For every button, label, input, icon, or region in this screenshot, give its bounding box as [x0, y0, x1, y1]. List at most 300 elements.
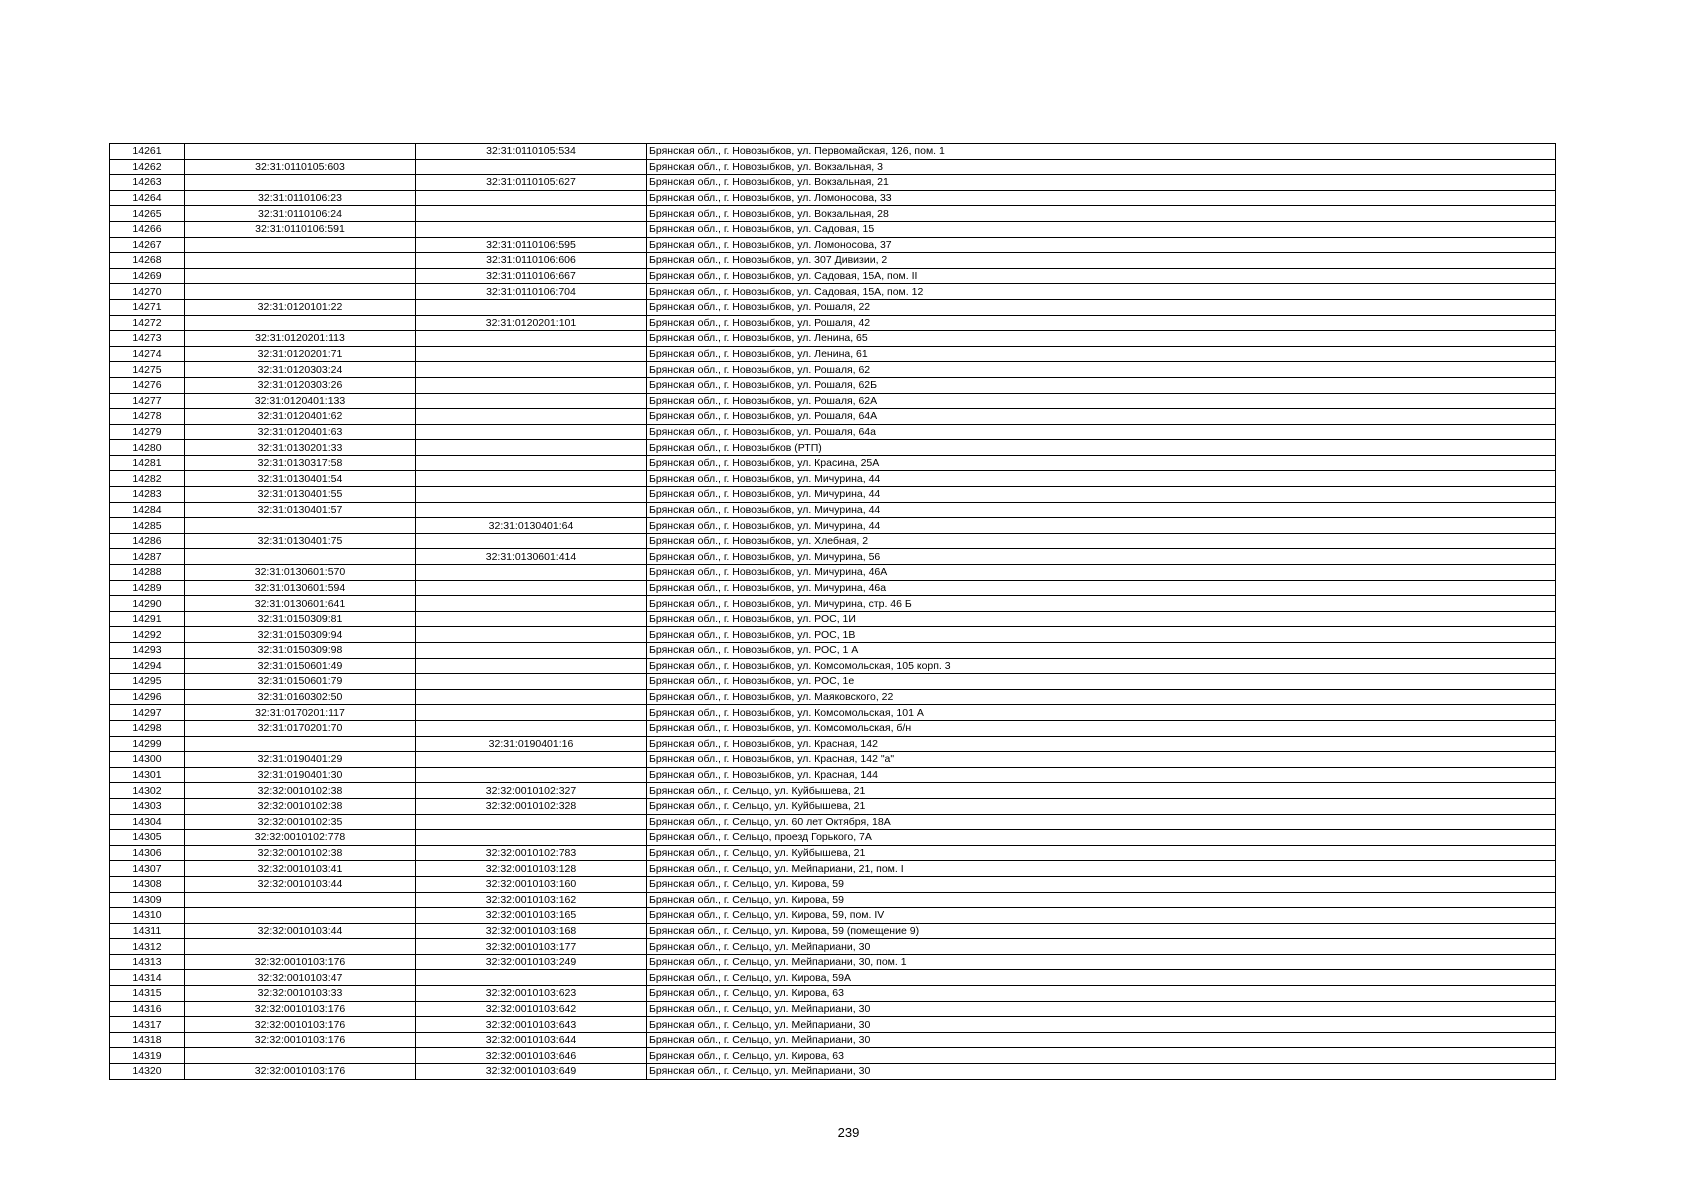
row-number: 14291: [110, 611, 185, 627]
row-number: 14263: [110, 175, 185, 191]
cadastral-number-land: 32:31:0150601:79: [185, 674, 416, 690]
address: Брянская обл., г. Новозыбков, ул. Рошаля, 64а: [647, 424, 1556, 440]
cadastral-number-land: 32:31:0130401:75: [185, 533, 416, 549]
row-number: 14301: [110, 767, 185, 783]
table-row: [110, 284, 1556, 300]
address: Брянская обл., г. Новозыбков (РТП): [647, 440, 1556, 456]
cadastral-number-land: [185, 175, 416, 191]
address: Брянская обл., г. Сельцо, ул. Кирова, 59 (помещение 9): [647, 923, 1556, 939]
cadastral-number-land: 32:31:0170201:70: [185, 720, 416, 736]
address: Брянская обл., г. Новозыбков, ул. Мичурина, 44: [647, 487, 1556, 503]
address: Брянская обл., г. Новозыбков, ул. Мичурина, 44: [647, 471, 1556, 487]
row-number: 14316: [110, 1001, 185, 1017]
address: Брянская обл., г. Сельцо, ул. Кирова, 59: [647, 876, 1556, 892]
cadastral-number-land: [185, 736, 416, 752]
cadastral-number-building: 32:32:0010103:646: [416, 1048, 647, 1064]
table-row: [110, 299, 1556, 315]
row-number: 14309: [110, 892, 185, 908]
table-row: [110, 144, 1556, 160]
cadastral-number-building: 32:31:0130601:414: [416, 549, 647, 565]
address: Брянская обл., г. Новозыбков, ул. Рошаля, 22: [647, 299, 1556, 315]
cadastral-number-building: 32:32:0010103:168: [416, 923, 647, 939]
cadastral-number-land: 32:31:0120401:63: [185, 424, 416, 440]
table-row: [110, 689, 1556, 705]
table-row: [110, 253, 1556, 269]
address: Брянская обл., г. Сельцо, ул. 60 лет Октября, 18А: [647, 814, 1556, 830]
table-row: [110, 315, 1556, 331]
cadastral-number-building: 32:32:0010103:128: [416, 861, 647, 877]
table-row: [110, 502, 1556, 518]
cadastral-number-land: 32:31:0110106:23: [185, 190, 416, 206]
row-number: 14294: [110, 658, 185, 674]
address: Брянская обл., г. Новозыбков, ул. Мичурина, 44: [647, 502, 1556, 518]
table-row: [110, 923, 1556, 939]
table-row: [110, 362, 1556, 378]
address: Брянская обл., г. Новозыбков, ул. Рошаля, 62Б: [647, 377, 1556, 393]
address: Брянская обл., г. Сельцо, ул. Мейпариани, 30: [647, 1064, 1556, 1080]
cadastral-number-building: [416, 409, 647, 425]
row-number: 14261: [110, 144, 185, 160]
address: Брянская обл., г. Новозыбков, ул. Мичурина, 44: [647, 518, 1556, 534]
address: Брянская обл., г. Новозыбков, ул. Садовая, 15А, пом. II: [647, 268, 1556, 284]
row-number: 14311: [110, 923, 185, 939]
row-number: 14270: [110, 284, 185, 300]
cadastral-number-land: 32:32:0010102:35: [185, 814, 416, 830]
cadastral-number-building: [416, 658, 647, 674]
address: Брянская обл., г. Сельцо, ул. Мейпариани, 30: [647, 1032, 1556, 1048]
table-row: [110, 814, 1556, 830]
row-number: 14306: [110, 845, 185, 861]
cadastral-number-building: [416, 346, 647, 362]
cadastral-number-land: 32:31:0130317:58: [185, 455, 416, 471]
address: Брянская обл., г. Новозыбков, ул. Садовая, 15: [647, 221, 1556, 237]
address: Брянская обл., г. Сельцо, проезд Горького, 7А: [647, 830, 1556, 846]
row-number: 14281: [110, 455, 185, 471]
cadastral-number-building: 32:32:0010102:328: [416, 798, 647, 814]
cadastral-number-building: [416, 424, 647, 440]
cadastral-number-building: [416, 689, 647, 705]
row-number: 14305: [110, 830, 185, 846]
cadastral-number-land: [185, 315, 416, 331]
cadastral-number-building: [416, 487, 647, 503]
cadastral-number-building: 32:31:0110106:595: [416, 237, 647, 253]
address: Брянская обл., г. Новозыбков, ул. Ленина, 65: [647, 331, 1556, 347]
cadastral-number-building: 32:31:0190401:16: [416, 736, 647, 752]
page-number: 239: [837, 1125, 860, 1140]
address: Брянская обл., г. Новозыбков, ул. Ленина, 61: [647, 346, 1556, 362]
address: Брянская обл., г. Новозыбков, ул. Комсомольская, 101 А: [647, 705, 1556, 721]
cadastral-number-land: [185, 549, 416, 565]
cadastral-number-land: 32:32:0010103:176: [185, 954, 416, 970]
table-row: [110, 970, 1556, 986]
cadastral-number-land: 32:32:0010103:47: [185, 970, 416, 986]
registry-table-body: [110, 144, 1556, 1080]
row-number: 14265: [110, 206, 185, 222]
table-row: [110, 206, 1556, 222]
cadastral-number-land: 32:31:0150601:49: [185, 658, 416, 674]
address: Брянская обл., г. Сельцо, ул. Куйбышева, 21: [647, 798, 1556, 814]
table-row: [110, 908, 1556, 924]
cadastral-number-building: [416, 362, 647, 378]
row-number: 14302: [110, 783, 185, 799]
cadastral-number-building: 32:32:0010103:649: [416, 1064, 647, 1080]
cadastral-number-land: 32:32:0010103:41: [185, 861, 416, 877]
address: Брянская обл., г. Новозыбков, ул. Мичурина, 56: [647, 549, 1556, 565]
table-row: [110, 440, 1556, 456]
table-row: [110, 596, 1556, 612]
cadastral-number-building: [416, 440, 647, 456]
cadastral-number-building: 32:32:0010102:327: [416, 783, 647, 799]
row-number: 14292: [110, 627, 185, 643]
cadastral-number-land: 32:32:0010103:176: [185, 1032, 416, 1048]
row-number: 14276: [110, 377, 185, 393]
cadastral-number-building: [416, 767, 647, 783]
table-row: [110, 736, 1556, 752]
address: Брянская обл., г. Сельцо, ул. Кирова, 59: [647, 892, 1556, 908]
table-row: [110, 221, 1556, 237]
cadastral-number-land: 32:31:0120201:71: [185, 346, 416, 362]
address: Брянская обл., г. Новозыбков, ул. Красина, 25А: [647, 455, 1556, 471]
cadastral-number-land: 32:32:0010103:176: [185, 1001, 416, 1017]
cadastral-number-land: 32:32:0010102:38: [185, 783, 416, 799]
table-row: [110, 377, 1556, 393]
cadastral-number-building: 32:31:0130401:64: [416, 518, 647, 534]
cadastral-number-land: [185, 144, 416, 160]
cadastral-number-building: 32:31:0110106:704: [416, 284, 647, 300]
row-number: 14283: [110, 487, 185, 503]
table-row: [110, 861, 1556, 877]
address: Брянская обл., г. Новозыбков, ул. Вокзальная, 28: [647, 206, 1556, 222]
cadastral-number-building: [416, 611, 647, 627]
cadastral-number-building: 32:32:0010103:643: [416, 1017, 647, 1033]
row-number: 14287: [110, 549, 185, 565]
table-row: [110, 798, 1556, 814]
cadastral-number-land: [185, 268, 416, 284]
cadastral-number-land: 32:32:0010102:778: [185, 830, 416, 846]
address: Брянская обл., г. Новозыбков, ул. Рошаля, 64А: [647, 409, 1556, 425]
cadastral-number-building: [416, 565, 647, 581]
table-row: [110, 845, 1556, 861]
row-number: 14317: [110, 1017, 185, 1033]
cadastral-number-building: [416, 190, 647, 206]
table-row: [110, 627, 1556, 643]
table-row: [110, 674, 1556, 690]
row-number: 14318: [110, 1032, 185, 1048]
row-number: 14267: [110, 237, 185, 253]
cadastral-number-building: [416, 221, 647, 237]
cadastral-number-land: 32:32:0010103:44: [185, 876, 416, 892]
cadastral-number-building: 32:31:0110105:534: [416, 144, 647, 160]
address: Брянская обл., г. Сельцо, ул. Куйбышева, 21: [647, 845, 1556, 861]
cadastral-number-land: 32:32:0010102:38: [185, 798, 416, 814]
cadastral-number-building: 32:32:0010103:165: [416, 908, 647, 924]
cadastral-number-building: 32:31:0110106:606: [416, 253, 647, 269]
cadastral-number-land: 32:31:0130401:57: [185, 502, 416, 518]
table-row: [110, 705, 1556, 721]
row-number: 14296: [110, 689, 185, 705]
table-row: [110, 1017, 1556, 1033]
cadastral-number-building: [416, 533, 647, 549]
row-number: 14320: [110, 1064, 185, 1080]
address: Брянская обл., г. Новозыбков, ул. Мичурина, стр. 46 Б: [647, 596, 1556, 612]
table-row: [110, 518, 1556, 534]
cadastral-number-building: 32:31:0110105:627: [416, 175, 647, 191]
address: Брянская обл., г. Новозыбков, ул. Вокзальная, 3: [647, 159, 1556, 175]
table-row: [110, 1032, 1556, 1048]
row-number: 14307: [110, 861, 185, 877]
row-number: 14300: [110, 752, 185, 768]
cadastral-number-building: [416, 705, 647, 721]
cadastral-number-building: 32:32:0010103:162: [416, 892, 647, 908]
cadastral-number-land: [185, 237, 416, 253]
row-number: 14313: [110, 954, 185, 970]
cadastral-number-land: 32:31:0110106:24: [185, 206, 416, 222]
address: Брянская обл., г. Сельцо, ул. Мейпариани, 30: [647, 1001, 1556, 1017]
address: Брянская обл., г. Новозыбков, ул. Ломоносова, 37: [647, 237, 1556, 253]
table-row: [110, 1048, 1556, 1064]
row-number: 14293: [110, 643, 185, 659]
address: Брянская обл., г. Сельцо, ул. Кирова, 63: [647, 986, 1556, 1002]
address: Брянская обл., г. Новозыбков, ул. РОС, 1И: [647, 611, 1556, 627]
row-number: 14271: [110, 299, 185, 315]
table-row: [110, 1064, 1556, 1080]
table-row: [110, 190, 1556, 206]
address: Брянская обл., г. Новозыбков, ул. РОС, 1е: [647, 674, 1556, 690]
address: Брянская обл., г. Новозыбков, ул. 307 Дивизии, 2: [647, 253, 1556, 269]
cadastral-number-land: 32:32:0010102:38: [185, 845, 416, 861]
address: Брянская обл., г. Сельцо, ул. Мейпариани, 30, пом. 1: [647, 954, 1556, 970]
row-number: 14304: [110, 814, 185, 830]
table-row: [110, 331, 1556, 347]
table-row: [110, 346, 1556, 362]
table-row: [110, 565, 1556, 581]
cadastral-number-land: [185, 1048, 416, 1064]
address: Брянская обл., г. Новозыбков, ул. Садовая, 15А, пом. 12: [647, 284, 1556, 300]
row-number: 14319: [110, 1048, 185, 1064]
row-number: 14298: [110, 720, 185, 736]
cadastral-number-building: 32:32:0010103:160: [416, 876, 647, 892]
cadastral-number-building: 32:32:0010103:623: [416, 986, 647, 1002]
cadastral-number-building: [416, 752, 647, 768]
row-number: 14262: [110, 159, 185, 175]
row-number: 14308: [110, 876, 185, 892]
cadastral-number-land: 32:31:0190401:30: [185, 767, 416, 783]
address: Брянская обл., г. Новозыбков, ул. Рошаля, 62А: [647, 393, 1556, 409]
address: Брянская обл., г. Новозыбков, ул. Комсомольская, б/н: [647, 720, 1556, 736]
address: Брянская обл., г. Сельцо, ул. Кирова, 63: [647, 1048, 1556, 1064]
table-row: [110, 175, 1556, 191]
cadastral-number-land: 32:31:0120303:26: [185, 377, 416, 393]
cadastral-number-land: 32:32:0010103:44: [185, 923, 416, 939]
address: Брянская обл., г. Новозыбков, ул. Ломоносова, 33: [647, 190, 1556, 206]
address: Брянская обл., г. Новозыбков, ул. РОС, 1В: [647, 627, 1556, 643]
cadastral-number-land: [185, 939, 416, 955]
cadastral-number-building: [416, 674, 647, 690]
cadastral-number-land: 32:31:0120401:133: [185, 393, 416, 409]
table-row: [110, 720, 1556, 736]
row-number: 14286: [110, 533, 185, 549]
address: Брянская обл., г. Новозыбков, ул. Рошаля, 62: [647, 362, 1556, 378]
table-row: [110, 830, 1556, 846]
table-row: [110, 424, 1556, 440]
cadastral-number-building: [416, 159, 647, 175]
table-row: [110, 643, 1556, 659]
cadastral-number-land: 32:31:0130401:54: [185, 471, 416, 487]
address: Брянская обл., г. Новозыбков, ул. Первомайская, 126, пом. 1: [647, 144, 1556, 160]
row-number: 14273: [110, 331, 185, 347]
table-row: [110, 939, 1556, 955]
cadastral-number-building: 32:31:0120201:101: [416, 315, 647, 331]
address: Брянская обл., г. Сельцо, ул. Мейпариани, 30: [647, 939, 1556, 955]
cadastral-number-building: 32:32:0010103:249: [416, 954, 647, 970]
cadastral-number-land: 32:31:0120201:113: [185, 331, 416, 347]
address: Брянская обл., г. Новозыбков, ул. Рошаля, 42: [647, 315, 1556, 331]
row-number: 14279: [110, 424, 185, 440]
address: Брянская обл., г. Новозыбков, ул. Красная, 142 "а": [647, 752, 1556, 768]
address: Брянская обл., г. Новозыбков, ул. РОС, 1 А: [647, 643, 1556, 659]
address: Брянская обл., г. Сельцо, ул. Куйбышева, 21: [647, 783, 1556, 799]
row-number: 14290: [110, 596, 185, 612]
address: Брянская обл., г. Новозыбков, ул. Мичурина, 46а: [647, 580, 1556, 596]
row-number: 14277: [110, 393, 185, 409]
address: Брянская обл., г. Сельцо, ул. Мейпариани, 30: [647, 1017, 1556, 1033]
cadastral-number-building: 32:32:0010103:642: [416, 1001, 647, 1017]
cadastral-number-land: 32:31:0120101:22: [185, 299, 416, 315]
row-number: 14275: [110, 362, 185, 378]
cadastral-number-land: 32:31:0110106:591: [185, 221, 416, 237]
cadastral-number-building: [416, 455, 647, 471]
row-number: 14272: [110, 315, 185, 331]
address: Брянская обл., г. Новозыбков, ул. Мичурина, 46А: [647, 565, 1556, 581]
cadastral-number-building: [416, 377, 647, 393]
cadastral-number-land: 32:31:0120401:62: [185, 409, 416, 425]
row-number: 14284: [110, 502, 185, 518]
cadastral-number-building: [416, 206, 647, 222]
row-number: 14299: [110, 736, 185, 752]
cadastral-number-building: [416, 643, 647, 659]
row-number: 14297: [110, 705, 185, 721]
cadastral-number-building: [416, 393, 647, 409]
address: Брянская обл., г. Сельцо, ул. Кирова, 59А: [647, 970, 1556, 986]
row-number: 14312: [110, 939, 185, 955]
cadastral-number-land: 32:31:0130401:55: [185, 487, 416, 503]
cadastral-number-land: [185, 908, 416, 924]
row-number: 14303: [110, 798, 185, 814]
cadastral-number-land: 32:31:0160302:50: [185, 689, 416, 705]
table-row: [110, 159, 1556, 175]
table-row: [110, 487, 1556, 503]
table-row: [110, 580, 1556, 596]
table-row: [110, 767, 1556, 783]
row-number: 14289: [110, 580, 185, 596]
address: Брянская обл., г. Новозыбков, ул. Красная, 144: [647, 767, 1556, 783]
table-row: [110, 954, 1556, 970]
table-row: [110, 393, 1556, 409]
cadastral-number-building: [416, 299, 647, 315]
cadastral-number-land: 32:31:0130601:570: [185, 565, 416, 581]
cadastral-number-land: 32:31:0150309:98: [185, 643, 416, 659]
cadastral-number-building: [416, 331, 647, 347]
registry-table: [109, 143, 1556, 1080]
cadastral-number-land: [185, 253, 416, 269]
cadastral-number-building: [416, 720, 647, 736]
cadastral-number-land: 32:32:0010103:33: [185, 986, 416, 1002]
row-number: 14288: [110, 565, 185, 581]
cadastral-number-building: 32:32:0010103:644: [416, 1032, 647, 1048]
table-row: [110, 1001, 1556, 1017]
address: Брянская обл., г. Сельцо, ул. Мейпариани, 21, пом. I: [647, 861, 1556, 877]
row-number: 14282: [110, 471, 185, 487]
cadastral-number-building: 32:32:0010103:177: [416, 939, 647, 955]
table-row: [110, 533, 1556, 549]
cadastral-number-land: 32:31:0130601:594: [185, 580, 416, 596]
cadastral-number-land: 32:32:0010103:176: [185, 1064, 416, 1080]
table-row: [110, 268, 1556, 284]
cadastral-number-building: [416, 830, 647, 846]
table-row: [110, 455, 1556, 471]
cadastral-number-land: 32:31:0130601:641: [185, 596, 416, 612]
address: Брянская обл., г. Сельцо, ул. Кирова, 59, пом. IV: [647, 908, 1556, 924]
row-number: 14268: [110, 253, 185, 269]
cadastral-number-land: 32:31:0190401:29: [185, 752, 416, 768]
table-row: [110, 783, 1556, 799]
cadastral-number-land: 32:31:0150309:94: [185, 627, 416, 643]
row-number: 14278: [110, 409, 185, 425]
row-number: 14314: [110, 970, 185, 986]
table-row: [110, 876, 1556, 892]
cadastral-number-land: [185, 284, 416, 300]
row-number: 14295: [110, 674, 185, 690]
cadastral-number-building: [416, 970, 647, 986]
table-row: [110, 986, 1556, 1002]
cadastral-number-land: 32:31:0120303:24: [185, 362, 416, 378]
cadastral-number-building: [416, 627, 647, 643]
cadastral-number-land: 32:32:0010103:176: [185, 1017, 416, 1033]
row-number: 14266: [110, 221, 185, 237]
table-row: [110, 549, 1556, 565]
table-row: [110, 409, 1556, 425]
cadastral-number-building: [416, 596, 647, 612]
address: Брянская обл., г. Новозыбков, ул. Красная, 142: [647, 736, 1556, 752]
cadastral-number-land: 32:31:0110105:603: [185, 159, 416, 175]
cadastral-number-land: 32:31:0150309:81: [185, 611, 416, 627]
table-row: [110, 237, 1556, 253]
cadastral-number-building: 32:31:0110106:667: [416, 268, 647, 284]
table-row: [110, 471, 1556, 487]
row-number: 14315: [110, 986, 185, 1002]
cadastral-number-land: [185, 892, 416, 908]
row-number: 14264: [110, 190, 185, 206]
row-number: 14285: [110, 518, 185, 534]
table-row: [110, 658, 1556, 674]
address: Брянская обл., г. Новозыбков, ул. Комсомольская, 105 корп. 3: [647, 658, 1556, 674]
cadastral-number-land: [185, 518, 416, 534]
cadastral-number-land: 32:31:0170201:117: [185, 705, 416, 721]
address: Брянская обл., г. Новозыбков, ул. Маяковского, 22: [647, 689, 1556, 705]
cadastral-number-building: [416, 580, 647, 596]
address: Брянская обл., г. Новозыбков, ул. Вокзальная, 21: [647, 175, 1556, 191]
cadastral-number-building: [416, 814, 647, 830]
table-row: [110, 611, 1556, 627]
cadastral-number-land: 32:31:0130201:33: [185, 440, 416, 456]
row-number: 14310: [110, 908, 185, 924]
row-number: 14274: [110, 346, 185, 362]
row-number: 14269: [110, 268, 185, 284]
table-row: [110, 752, 1556, 768]
cadastral-number-building: [416, 502, 647, 518]
address: Брянская обл., г. Новозыбков, ул. Хлебная, 2: [647, 533, 1556, 549]
cadastral-number-building: 32:32:0010102:783: [416, 845, 647, 861]
